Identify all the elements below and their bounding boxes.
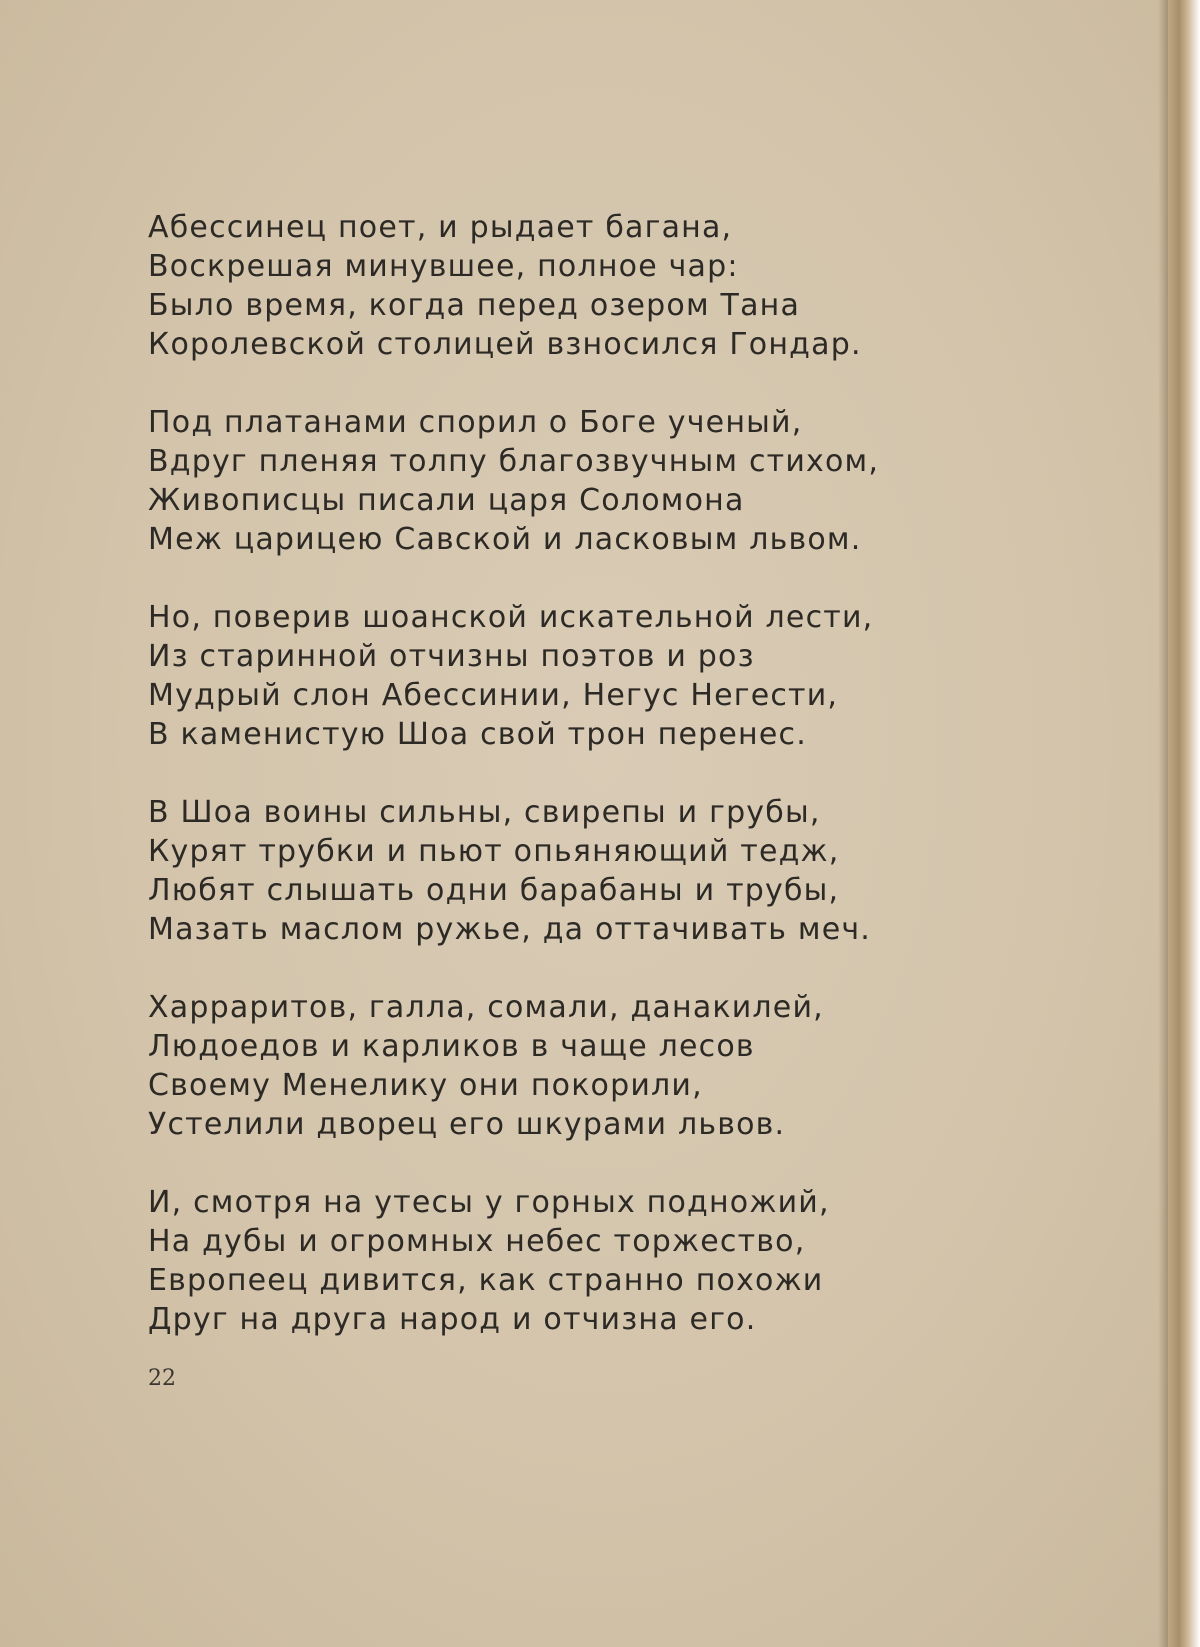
poem-line: Абессинец поет, и рыдает багана, [148, 210, 733, 245]
poem-line: Устелили дворец его шкурами львов. [148, 1107, 786, 1142]
poem-line: Харраритов, галла, сомали, данакилей, [148, 990, 824, 1025]
stanza-6 [148, 1183, 968, 1339]
poem-line: Любят слышать одни барабаны и трубы, [148, 873, 840, 908]
poem-line: В каменистую Шоа свой трон перенес. [148, 717, 807, 752]
poem-line: Меж царицею Савской и ласковым львом. [148, 522, 862, 557]
poem-line: Мазать маслом ружье, да оттачивать меч. [148, 912, 872, 947]
stanza-3 [148, 598, 968, 754]
poem-line: В Шоа воины сильны, свирепы и грубы, [148, 795, 821, 830]
stanza-1 [148, 208, 968, 364]
poem-line: Из старинной отчизны поэтов и роз [148, 639, 755, 674]
poem-line: Курят трубки и пьют опьяняющий тедж, [148, 834, 840, 869]
stanza-5 [148, 988, 968, 1144]
poem-line: Но, поверив шоанской искательной лести, [148, 600, 874, 635]
poem-line: Живописцы писали царя Соломона [148, 483, 745, 518]
poem-line: Европеец дивится, как странно похожи [148, 1263, 824, 1298]
stanza-2 [148, 403, 968, 559]
poem-line: Под платанами спорил о Боге ученый, [148, 405, 803, 440]
poem-line: Воскрешая минувшее, полное чар: [148, 249, 739, 284]
stanza-4 [148, 793, 968, 949]
poem-line: И, смотря на утесы у горных подножий, [148, 1185, 830, 1220]
page-fold-shadow [1158, 0, 1168, 1647]
poem-line: Людоедов и карликов в чаще лесов [148, 1029, 755, 1064]
poem-line: Вдруг пленяя толпу благозвучным стихом, [148, 444, 880, 479]
poem-line: Королевской столицей взносился Гондар. [148, 327, 862, 362]
poem-line: Своему Менелику они покорили, [148, 1068, 703, 1103]
page-number: 22 [148, 1366, 176, 1391]
poem-line: Было время, когда перед озером Тана [148, 288, 801, 323]
poem-line: На дубы и огромных небес торжество, [148, 1224, 806, 1259]
book-spine-edge [1168, 0, 1200, 1647]
poem-line: Мудрый слон Абессинии, Негус Негести, [148, 678, 839, 713]
poem-line: Друг на друга народ и отчизна его. [148, 1302, 757, 1337]
poem-text [148, 208, 968, 1339]
